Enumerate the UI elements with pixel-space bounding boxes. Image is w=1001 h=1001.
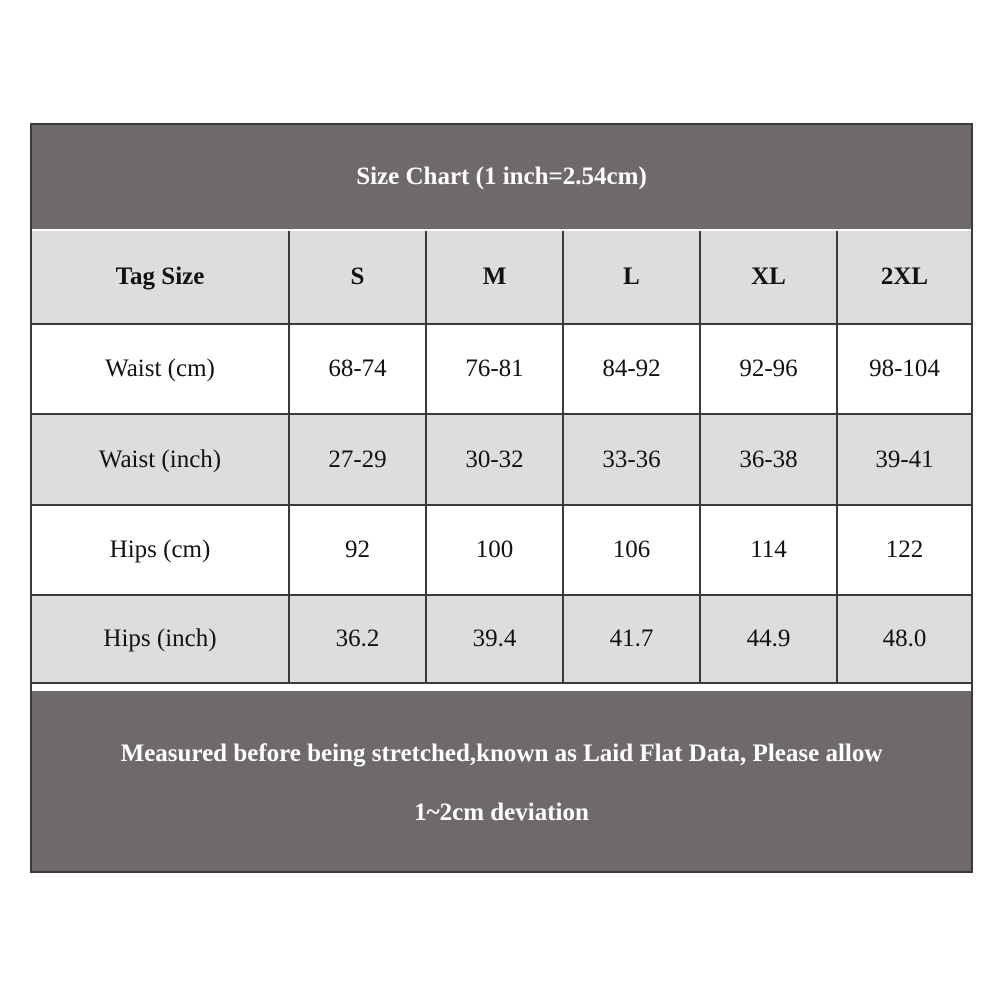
header-size-xl: XL (700, 231, 837, 324)
note-line-2: 1~2cm deviation (414, 799, 589, 826)
table-row (32, 505, 971, 595)
table-cell: 100 (426, 505, 563, 595)
table-row (32, 595, 971, 683)
table-header-row (32, 231, 971, 324)
header-size-2xl: 2XL (837, 231, 971, 324)
row-label: Hips (inch) (32, 595, 289, 683)
table-cell: 106 (563, 505, 700, 595)
size-chart-title: Size Chart (1 inch=2.54cm) (32, 125, 971, 229)
size-table (32, 231, 971, 684)
table-cell: 44.9 (700, 595, 837, 683)
row-label: Waist (inch) (32, 414, 289, 505)
header-size-s: S (289, 231, 426, 324)
table-cell: 114 (700, 505, 837, 595)
table-cell: 76-81 (426, 324, 563, 414)
table-cell: 48.0 (837, 595, 971, 683)
row-label: Waist (cm) (32, 324, 289, 414)
table-cell: 68-74 (289, 324, 426, 414)
table-cell: 36.2 (289, 595, 426, 683)
table-cell: 92 (289, 505, 426, 595)
table-cell: 98-104 (837, 324, 971, 414)
table-cell: 39.4 (426, 595, 563, 683)
header-size-l: L (563, 231, 700, 324)
measurement-note (32, 691, 971, 871)
table-row (32, 324, 971, 414)
size-chart (30, 123, 973, 873)
table-cell: 122 (837, 505, 971, 595)
table-cell: 36-38 (700, 414, 837, 505)
table-cell: 39-41 (837, 414, 971, 505)
row-label: Hips (cm) (32, 505, 289, 595)
header-tag-size: Tag Size (32, 231, 289, 324)
table-cell: 33-36 (563, 414, 700, 505)
header-size-m: M (426, 231, 563, 324)
note-line-1: Measured before being stretched,known as Laid Flat Data, Please allow (120, 740, 883, 767)
table-cell: 30-32 (426, 414, 563, 505)
table-cell: 27-29 (289, 414, 426, 505)
table-row (32, 414, 971, 505)
table-cell: 84-92 (563, 324, 700, 414)
table-cell: 92-96 (700, 324, 837, 414)
table-cell: 41.7 (563, 595, 700, 683)
